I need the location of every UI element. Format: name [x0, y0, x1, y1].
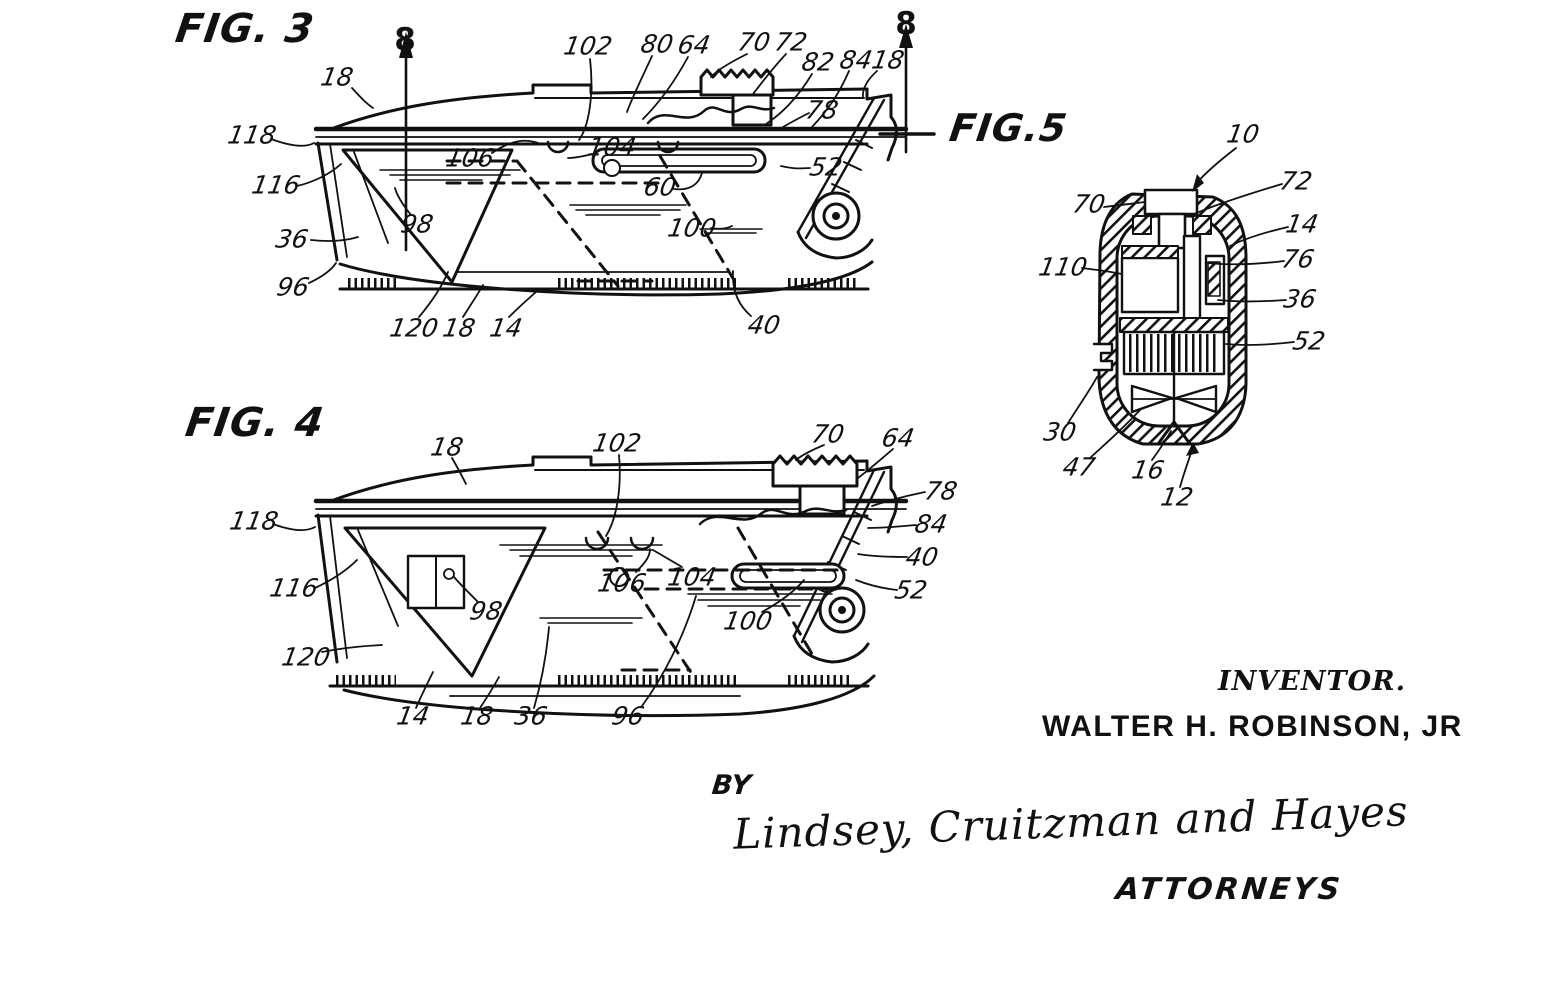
ref-numeral-120: 120 — [387, 313, 441, 343]
fig3-pivot-rivet-dot — [834, 214, 839, 219]
fig3-section-line-right — [880, 24, 934, 152]
ref-numeral-60: 60 — [641, 172, 679, 202]
ref-numeral-80: 80 — [638, 29, 676, 59]
ref-numeral-100: 100 — [721, 606, 775, 636]
fig3-title: FIG. 3 — [172, 6, 318, 52]
fig4-pivot-rivet-dot — [840, 608, 845, 613]
ref-numeral-14: 14 — [487, 313, 525, 343]
fig4-pin-hooks — [586, 538, 653, 549]
ref-numeral-98: 98 — [398, 209, 436, 239]
fig3-nose-edge — [318, 143, 337, 260]
ref-numeral-40: 40 — [745, 310, 783, 340]
ref-numeral-18: 18 — [318, 62, 356, 92]
ref-numeral-120: 120 — [279, 642, 333, 672]
ref-numeral-12: 12 — [1158, 482, 1196, 512]
ref-numeral-36: 36 — [273, 224, 311, 254]
ref-numeral-118: 118 — [227, 506, 281, 536]
ref-numeral-8: 8 — [394, 22, 416, 58]
fig5-spring-housing-cap — [1122, 246, 1178, 258]
fig5-shoulder-right — [1193, 216, 1211, 234]
fig3-pin-hole — [604, 160, 620, 176]
ref-numeral-104: 104 — [585, 132, 639, 162]
ref-numeral-47: 47 — [1060, 452, 1098, 482]
by-label: BY — [710, 770, 753, 801]
section-arrow-icon — [899, 24, 913, 48]
fig5-shoulder-left — [1133, 216, 1151, 234]
ref-numeral-116: 116 — [267, 573, 321, 603]
ref-numeral-78: 78 — [803, 95, 841, 125]
ref-numeral-14: 14 — [1283, 209, 1321, 239]
fig3-knife-drawing — [271, 24, 934, 317]
ref-numeral-16: 16 — [1129, 455, 1167, 485]
ref-numeral-84: 84 — [837, 45, 875, 75]
ref-numeral-36: 36 — [1281, 284, 1319, 314]
ref-numeral-100: 100 — [665, 213, 719, 243]
fig5-section-drawing — [1068, 148, 1294, 487]
ref-numeral-64: 64 — [675, 30, 713, 60]
ref-numeral-96: 96 — [274, 272, 312, 302]
ref-numeral-36: 36 — [512, 701, 550, 731]
ref-numeral-78: 78 — [922, 476, 960, 506]
ref-numeral-52: 52 — [807, 152, 845, 182]
ref-numeral-40: 40 — [903, 542, 941, 572]
ref-numeral-14: 14 — [394, 701, 432, 731]
fig5-button-cap — [1145, 190, 1197, 214]
inventor-heading: INVENTOR. — [1218, 666, 1406, 697]
ref-numeral-106: 106 — [595, 568, 649, 598]
fig5-side-column-core — [1208, 262, 1220, 296]
fig5-title: FIG.5 — [946, 106, 1071, 150]
ref-numeral-118: 118 — [225, 120, 279, 150]
ref-numeral-10: 10 — [1224, 119, 1262, 149]
fig5-spring-housing — [1122, 258, 1178, 312]
fig4-knife-drawing — [273, 445, 925, 716]
ref-numeral-102: 102 — [561, 31, 615, 61]
ref-numeral-104: 104 — [665, 562, 719, 592]
ref-numeral-84: 84 — [912, 509, 950, 539]
ref-numeral-102: 102 — [590, 428, 644, 458]
attorneys-label: ATTORNEYS — [1114, 872, 1345, 907]
ref-numeral-96: 96 — [609, 701, 647, 731]
ref-numeral-70: 70 — [735, 27, 773, 57]
section-arrow-icon — [399, 32, 413, 58]
ref-numeral-52: 52 — [892, 575, 930, 605]
fig4-nose-edge — [318, 515, 337, 662]
ref-numeral-76: 76 — [1279, 244, 1317, 274]
ref-numeral-110: 110 — [1036, 252, 1090, 282]
ref-numeral-64: 64 — [879, 423, 917, 453]
ref-numeral-98: 98 — [467, 596, 505, 626]
ref-numeral-18: 18 — [428, 432, 466, 462]
ref-numeral-18: 18 — [458, 701, 496, 731]
fig4-guide-slot — [732, 564, 844, 588]
ref-numeral-70: 70 — [809, 419, 847, 449]
ref-numeral-72: 72 — [1277, 166, 1315, 196]
fig4-butt — [794, 636, 868, 662]
ref-numeral-70: 70 — [1070, 189, 1108, 219]
ref-numeral-30: 30 — [1041, 417, 1079, 447]
attorney-signature: Lindsey, Cruitzman and Hayes — [732, 786, 1410, 859]
ref-numeral-18: 18 — [440, 313, 478, 343]
ref-numeral-8: 8 — [895, 6, 917, 42]
ref-numeral-52: 52 — [1290, 326, 1328, 356]
ref-numeral-18: 18 — [869, 45, 907, 75]
fig3-leader-lines — [271, 54, 877, 317]
ref-numeral-72: 72 — [772, 27, 810, 57]
ref-numeral-106: 106 — [443, 143, 497, 173]
fig4-title: FIG. 4 — [182, 400, 328, 446]
fig5-mid-hatch-strip — [1120, 318, 1228, 332]
ref-numeral-116: 116 — [249, 170, 303, 200]
fig5-button-stem — [1159, 214, 1185, 248]
inventor-name: WALTER H. ROBINSON, JR — [1042, 710, 1463, 743]
ref-numeral-82: 82 — [799, 47, 837, 77]
